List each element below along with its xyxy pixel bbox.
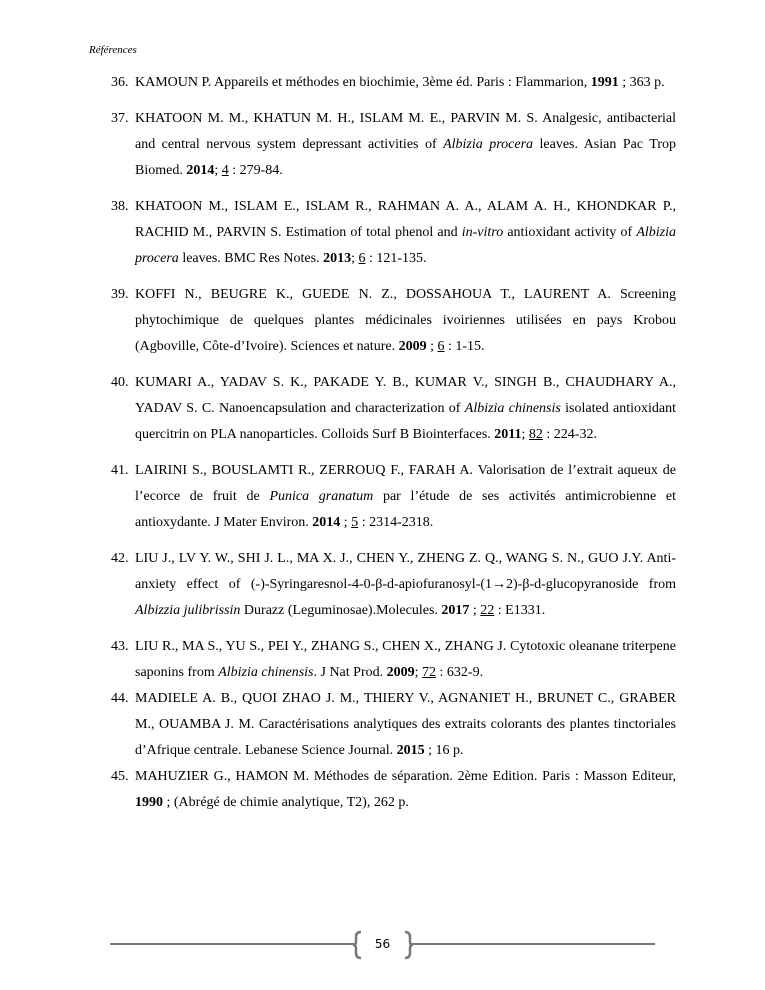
reference-text: KOFFI N., BEUGRE K., GUEDE N. Z., DOSSAHOUA T., LAURENT A. Screening phytochimique de quelques plantes médicinales ivoiriennes utilisées en pays Krobou (Agboville, Côte-d’Ivoire). Sciences et nature. 2009 ; 6 : 1-15. xyxy=(135,287,676,354)
page-number: 56 xyxy=(374,937,391,951)
reference-text: KHATOON M. M., KHATUN M. H., ISLAM M. E., PARVIN M. S. Analgesic, antibacterial and central nervous system depressant activities of Albizia procera leaves. Asian Pac Trop Biomed. 2014; 4 : 279-84. xyxy=(135,111,676,178)
reference-list xyxy=(111,70,676,816)
reference-item xyxy=(111,194,676,272)
reference-number: 38. xyxy=(111,199,129,214)
reference-item xyxy=(111,282,676,360)
reference-item xyxy=(111,546,676,624)
reference-text: LIU R., MA S., YU S., PEI Y., ZHANG S., CHEN X., ZHANG J. Cytotoxic oleanane triterpene saponins from Albizia chinensis. J Nat Prod. 2009; 72 : 632-9. xyxy=(135,639,676,680)
reference-item xyxy=(111,458,676,536)
running-header: Références xyxy=(89,44,137,56)
reference-number: 44. xyxy=(111,691,129,706)
reference-text: KHATOON M., ISLAM E., ISLAM R., RAHMAN A. A., ALAM A. H., KHONDKAR P., RACHID M., PARVIN S. Estimation of total phenol and in-vitro antioxidant activity of Albizia procera leaves. BMC Res Notes. 2013; 6 : 121-135. xyxy=(135,199,677,266)
reference-number: 45. xyxy=(111,769,129,784)
reference-text: MAHUZIER G., HAMON M. Méthodes de séparation. 2ème Edition. Paris : Masson Editeur, 1990 ; (Abrégé de chimie analytique, T2), 262 p. xyxy=(135,769,676,810)
reference-item xyxy=(111,764,676,816)
reference-number: 39. xyxy=(111,287,129,302)
reference-text: MADIELE A. B., QUOI ZHAO J. M., THIERY V., AGNANIET H., BRUNET C., GRABER M., OUAMBA J. M. Caractérisations analytiques des extraits colorants des plantes tinctoriales d’Afrique centrale. Lebanese Science Journal. 2015 ; 16 p. xyxy=(135,691,676,758)
reference-text: KUMARI A., YADAV S. K., PAKADE Y. B., KUMAR V., SINGH B., CHAUDHARY A., YADAV S. C. Nanoencapsulation and characterization of Albizia chinensis isolated antioxidant quercitrin on PLA nanoparticles. Colloids Surf B Biointerfaces. 2011; 82 : 224-32. xyxy=(135,375,677,442)
reference-number: 43. xyxy=(111,639,129,654)
reference-number: 36. xyxy=(111,75,129,90)
reference-item xyxy=(111,634,676,686)
reference-number: 37. xyxy=(111,111,129,126)
reference-number: 40. xyxy=(111,375,129,390)
reference-text: KAMOUN P. Appareils et méthodes en biochimie, 3ème éd. Paris : Flammarion, 1991 ; 363 p. xyxy=(135,75,665,90)
reference-item xyxy=(111,70,676,96)
reference-item xyxy=(111,686,676,764)
reference-item xyxy=(111,370,676,448)
reference-item xyxy=(111,106,676,184)
reference-text: LAIRINI S., BOUSLAMTI R., ZERROUQ F., FARAH A. Valorisation de l’extrait aqueux de l’ecorce de fruit de Punica granatum par l’étude de ses activités antimicrobienne et antioxydante. J Mater Environ. 2014 ; 5 : 2314-2318. xyxy=(135,463,676,530)
reference-number: 41. xyxy=(111,463,129,478)
reference-text: LIU J., LV Y. W., SHI J. L., MA X. J., CHEN Y., ZHENG Z. Q., WANG S. N., GUO J.Y. Anti-anxiety effect of (-)-Syringaresnol-4-0-β-d-apiofuranosyl-(1→2)-β-d-glucopyranoside from Albizzia julibrissin Durazz (Leguminosae).Molecules. 2017 ; 22 : E1331. xyxy=(135,551,676,618)
page-footer xyxy=(110,930,655,960)
reference-number: 42. xyxy=(111,551,129,566)
